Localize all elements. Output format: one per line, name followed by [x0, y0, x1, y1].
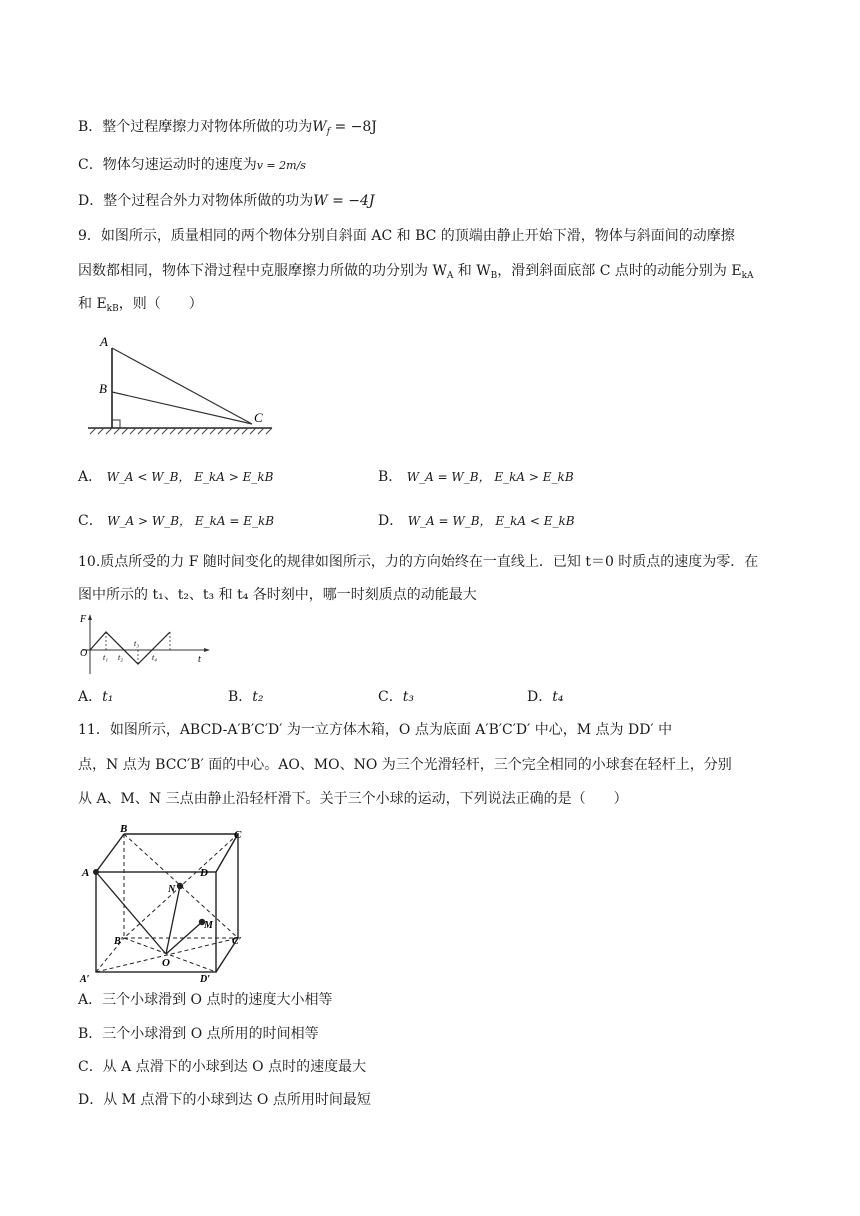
q8-option-c: [78, 155, 306, 176]
q10-label-t: t: [198, 654, 201, 665]
q11-label-b: B: [120, 823, 128, 835]
q11-option-d[interactable]: D．从 M 点滑下的小球到达 O 点所用时间最短: [78, 1092, 371, 1108]
q8-option-b-formula: W: [312, 119, 327, 135]
q9-incline-figure: [84, 330, 284, 440]
q10-label-f: F: [80, 614, 87, 625]
q11-label-m: M: [204, 920, 213, 931]
q9-option-b-text: W_A = W_B， E_kA > E_kB: [406, 470, 574, 484]
q10-option-d[interactable]: [527, 687, 563, 707]
q10-option-c-text: t₃: [402, 689, 414, 705]
q9-line2-sub-b: B: [490, 271, 498, 281]
q10-stem-line2: 图中所示的 t₁、t₂、t₃ 和 t₄ 各时刻中，哪一时刻质点的动能最大: [78, 587, 477, 603]
q9-stem-line1: 9．如图所示，质量相同的两个物体分别自斜面 AC 和 BC 的顶端由静止开始下滑，物体与斜面间的动摩擦: [78, 228, 735, 244]
q11-label-o: O: [162, 957, 170, 969]
q8-option-d: [78, 191, 375, 211]
q9-option-a[interactable]: [78, 467, 273, 487]
q9-option-d-text: W_A = W_B， E_kA < E_kB: [407, 514, 575, 528]
q8-option-b: [78, 117, 377, 142]
q11-label-d: D: [200, 867, 208, 879]
q11-stem-line2: 点，N 点为 BCC′B′ 面的中心。AO、MO、NO 为三个光滑轻杆，三个完全相同的小球套在轻杆上，分别: [78, 757, 732, 773]
q11-label-d1: D′: [200, 974, 211, 985]
q11-label-a1: A′: [80, 974, 90, 985]
q10-label-t3: t₃: [134, 639, 140, 648]
q8-option-c-formula: v = 2m/s: [256, 159, 306, 172]
q9-option-b[interactable]: [378, 467, 574, 487]
q9-line2-sub-a: A: [446, 271, 454, 281]
q11-label-b1: B′: [114, 936, 124, 947]
q10-option-c-letter: C．: [378, 689, 403, 705]
q9-option-c-text: W_A > W_B， E_kA = E_kB: [107, 514, 275, 528]
q8-option-d-label: D．整个过程合外力对物体所做的功为: [78, 193, 314, 209]
q9-line2-sub-c: kA: [741, 271, 754, 281]
q11-cube-figure: [78, 822, 258, 984]
q9-line2-a: 因数都相同，物体下滑过程中克服摩擦力所做的功分别为 W: [78, 263, 447, 279]
q11-option-a[interactable]: A．三个小球滑到 O 点时的速度大小相等: [78, 992, 333, 1008]
q11-label-n: N: [168, 884, 176, 895]
q9-stem-line3: [78, 294, 203, 319]
q10-label-t4: t₄: [152, 653, 158, 662]
q11-label-c1: C′: [232, 936, 242, 947]
q9-line3-b: ，则（ ）: [118, 296, 203, 312]
q9-option-a-text: W_A < W_B， E_kA > E_kB: [106, 470, 274, 484]
q9-stem-line2: [78, 261, 754, 286]
q9-option-a-letter: A．: [78, 469, 103, 485]
q8-option-d-formula: W = −4J: [313, 193, 375, 209]
q9-line2-c: ，滑到斜面底部 C 点时的动能分别为 E: [497, 263, 742, 279]
q10-label-o: O: [80, 648, 88, 659]
q11-option-c[interactable]: C．从 A 点滑下的小球到达 O 点时的速度最大: [78, 1059, 367, 1075]
q9-label-c: C: [254, 410, 263, 425]
q9-line2-b: 和 W: [453, 263, 491, 279]
q10-option-b-letter: B．: [228, 689, 253, 705]
q10-option-b[interactable]: [228, 687, 264, 707]
q9-option-d[interactable]: [378, 511, 575, 531]
q9-option-b-letter: B．: [378, 469, 403, 485]
q9-label-a: A: [100, 334, 108, 349]
q9-option-c[interactable]: [78, 511, 274, 531]
q10-option-b-text: t₂: [252, 689, 264, 705]
q9-line3-a: 和 E: [78, 296, 107, 312]
q11-option-b[interactable]: B．三个小球滑到 O 点所用的时间相等: [78, 1026, 319, 1042]
q8-option-c-label: C．物体匀速运动时的速度为: [78, 157, 257, 173]
q9-line3-sub: kB: [106, 304, 119, 314]
q10-label-t1: t₁: [103, 653, 109, 662]
q11-stem-line1: 11．如图所示，ABCD-A′B′C′D′ 为一立方体木箱，O 点为底面 A′B′C′D′ 中心，M 点为 DD′ 中: [78, 722, 673, 738]
q10-option-a[interactable]: [78, 687, 113, 707]
q10-option-d-letter: D．: [527, 689, 553, 705]
q8-option-b-label: B．整个过程摩擦力对物体所做的功为: [78, 119, 313, 135]
q9-label-b: B: [99, 381, 107, 396]
q10-force-time-graph: [78, 612, 218, 678]
q9-option-d-letter: D．: [378, 513, 404, 529]
q11-label-c: C: [234, 829, 242, 841]
q11-label-a: A: [82, 867, 90, 879]
q10-option-a-text: t₁: [102, 689, 114, 705]
q11-stem-line3: 从 A、M、N 三点由静止沿轻杆滑下。关于三个小球的运动，下列说法正确的是（ ）: [78, 791, 628, 807]
q9-option-c-letter: C．: [78, 513, 103, 529]
q10-label-t2: t₂: [118, 653, 124, 662]
q10-stem-line1: 10.质点所受的力 F 随时间变化的规律如图所示，力的方向始终在一直线上．已知 t＝0 时质点的速度为零．在: [78, 554, 759, 570]
q8-option-b-rest: = −8J: [330, 119, 377, 135]
q10-option-d-text: t₄: [552, 689, 564, 705]
q10-option-c[interactable]: [378, 687, 414, 707]
q8-option-b-sub: f: [326, 127, 331, 137]
q10-option-a-letter: A．: [78, 689, 103, 705]
